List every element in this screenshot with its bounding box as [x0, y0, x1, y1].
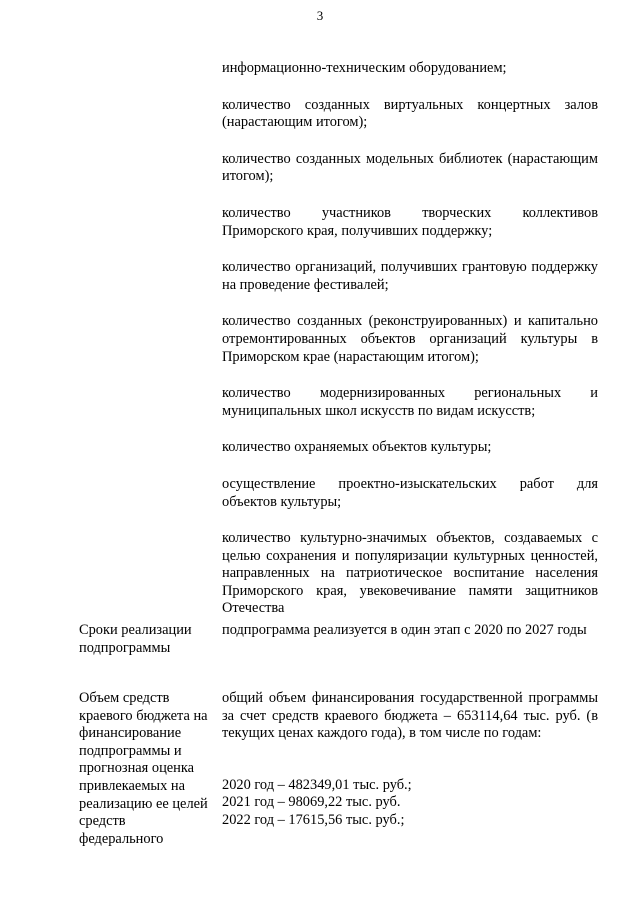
indicator-item: количество созданных виртуальных концертных залов (нарастающим итогом); — [222, 96, 598, 131]
funding-label: Объем средств краевого бюджета на финансирование подпрограммы и прогнозная оценка привлекаемых на реализацию ее целей средств федерального — [79, 690, 208, 847]
indicators-list — [222, 60, 598, 637]
indicator-item: количество участников творческих коллективов Приморского края, получивших поддержку; — [222, 204, 598, 239]
funding-year-item: 2022 год – 17615,56 тыс. руб.; — [222, 811, 405, 828]
funding-year-item: 2021 год – 98069,22 тыс. руб. — [222, 794, 401, 811]
terms-value: подпрограмма реализуется в один этап с 2020 по 2027 годы — [222, 622, 587, 638]
indicator-item: информационно-техническим оборудованием; — [222, 60, 507, 76]
terms-label: Сроки реализации подпрограммы — [79, 622, 192, 656]
funding-years — [222, 777, 598, 830]
funding-value — [222, 690, 598, 830]
indicator-item: количество культурно-значимых объектов, создаваемых с целью сохранения и популяризации культурных ценностей, направленных на патриотическое воспитание населения Приморского края, увековечивание памяти защитников Отечества — [222, 530, 598, 617]
indicator-item: количество организаций, получивших грантовую поддержку на проведение фестивалей; — [222, 259, 598, 293]
indicator-item: количество созданных модельных библиотек (нарастающим итогом); — [222, 150, 598, 185]
indicator-item: количество созданных (реконструированных) и капитально отремонтированных объектов организаций культуры в Приморском крае (нарастающим итогом); — [222, 313, 598, 365]
indicator-item: количество модернизированных региональных и муниципальных школ искусств по видам искусств; — [222, 385, 598, 419]
funding-year-item: 2020 год – 482349,01 тыс. руб.; — [222, 776, 412, 793]
indicator-item: количество охраняемых объектов культуры; — [222, 439, 492, 456]
page-number: 3 — [316, 8, 324, 23]
indicator-item: осуществление проектно-изыскательских работ для объектов культуры; — [222, 475, 598, 510]
funding-description: общий объем финансирования государственной программы за счет средств краевого бюджета – 653114,64 тыс. руб. (в текущих ценах каждого года), в том числе по годам: — [222, 690, 598, 742]
